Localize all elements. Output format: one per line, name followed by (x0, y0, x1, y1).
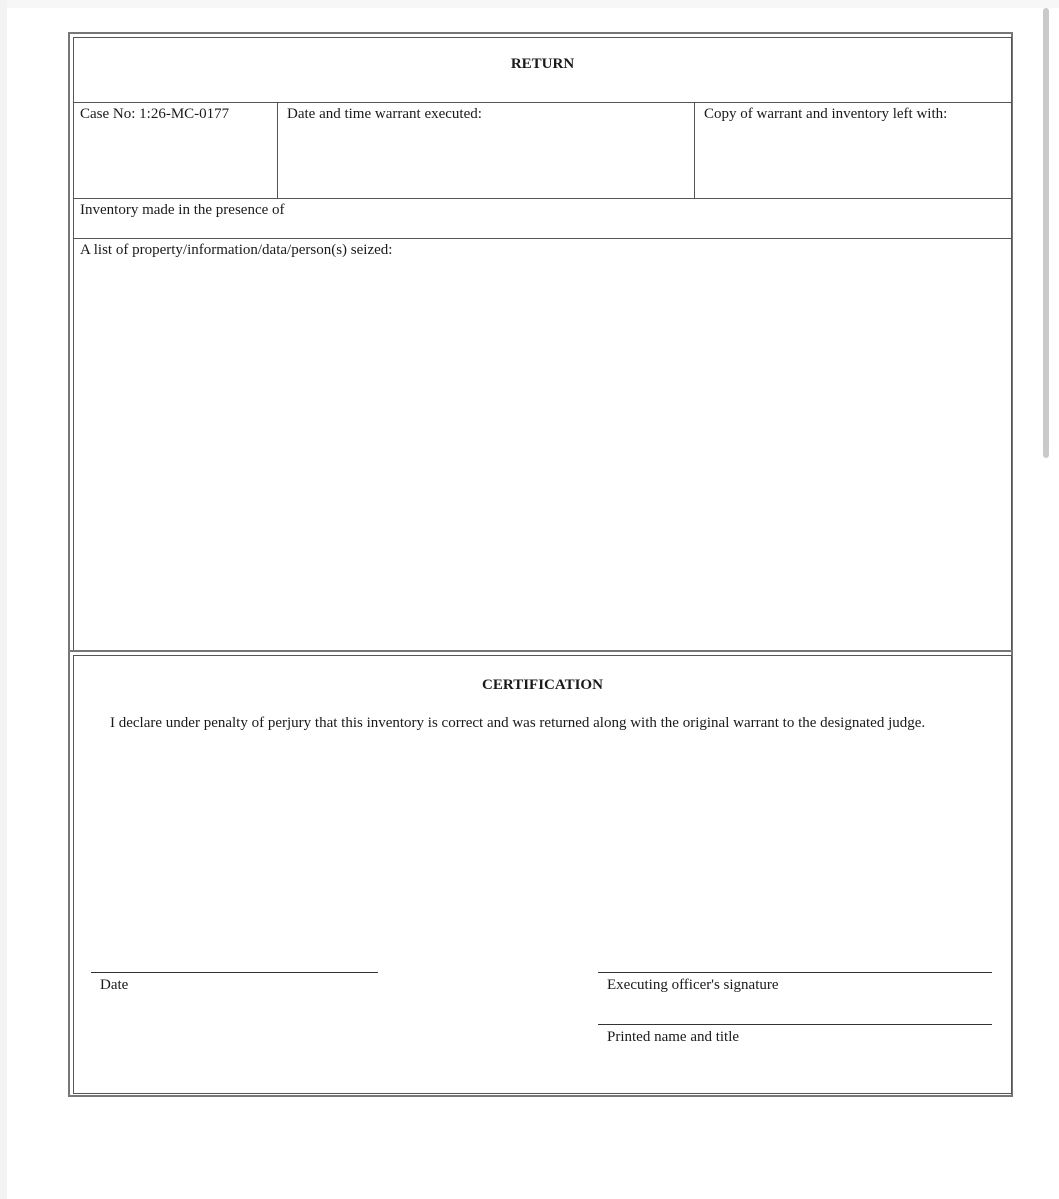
officer-signature-line[interactable] (598, 972, 992, 973)
page-left-edge (0, 0, 7, 1199)
divider (74, 198, 1011, 199)
copy-left-with-field[interactable]: Copy of warrant and inventory left with: (704, 106, 948, 122)
page-top-edge (0, 0, 1059, 8)
return-section-outer (68, 32, 1013, 652)
date-time-executed-field[interactable]: Date and time warrant executed: (287, 106, 482, 122)
date-label: Date (100, 977, 129, 993)
scrollbar-thumb[interactable] (1043, 8, 1049, 458)
divider (74, 102, 1011, 103)
divider (74, 238, 1011, 239)
return-title: RETURN (510, 56, 575, 72)
return-section (73, 37, 1012, 651)
certification-title: CERTIFICATION (482, 677, 603, 693)
divider (694, 102, 695, 198)
warrant-return-form (68, 32, 1013, 1097)
certification-section-outer (68, 650, 1013, 1097)
printed-name-line[interactable] (598, 1024, 992, 1025)
officer-signature-label: Executing officer's signature (607, 977, 779, 993)
date-signature-line[interactable] (91, 972, 378, 973)
printed-name-label: Printed name and title (607, 1029, 740, 1045)
divider (277, 102, 278, 198)
certification-section (73, 655, 1012, 1094)
case-number: Case No: 1:26-MC-0177 (80, 106, 230, 122)
inventory-presence-field[interactable]: Inventory made in the presence of (80, 202, 285, 218)
property-list-field[interactable]: A list of property/information/data/person(s) seized: (80, 242, 393, 258)
certification-declaration: I declare under penalty of perjury that this inventory is correct and was returned along with the original warrant to the designated judge. (110, 715, 926, 731)
